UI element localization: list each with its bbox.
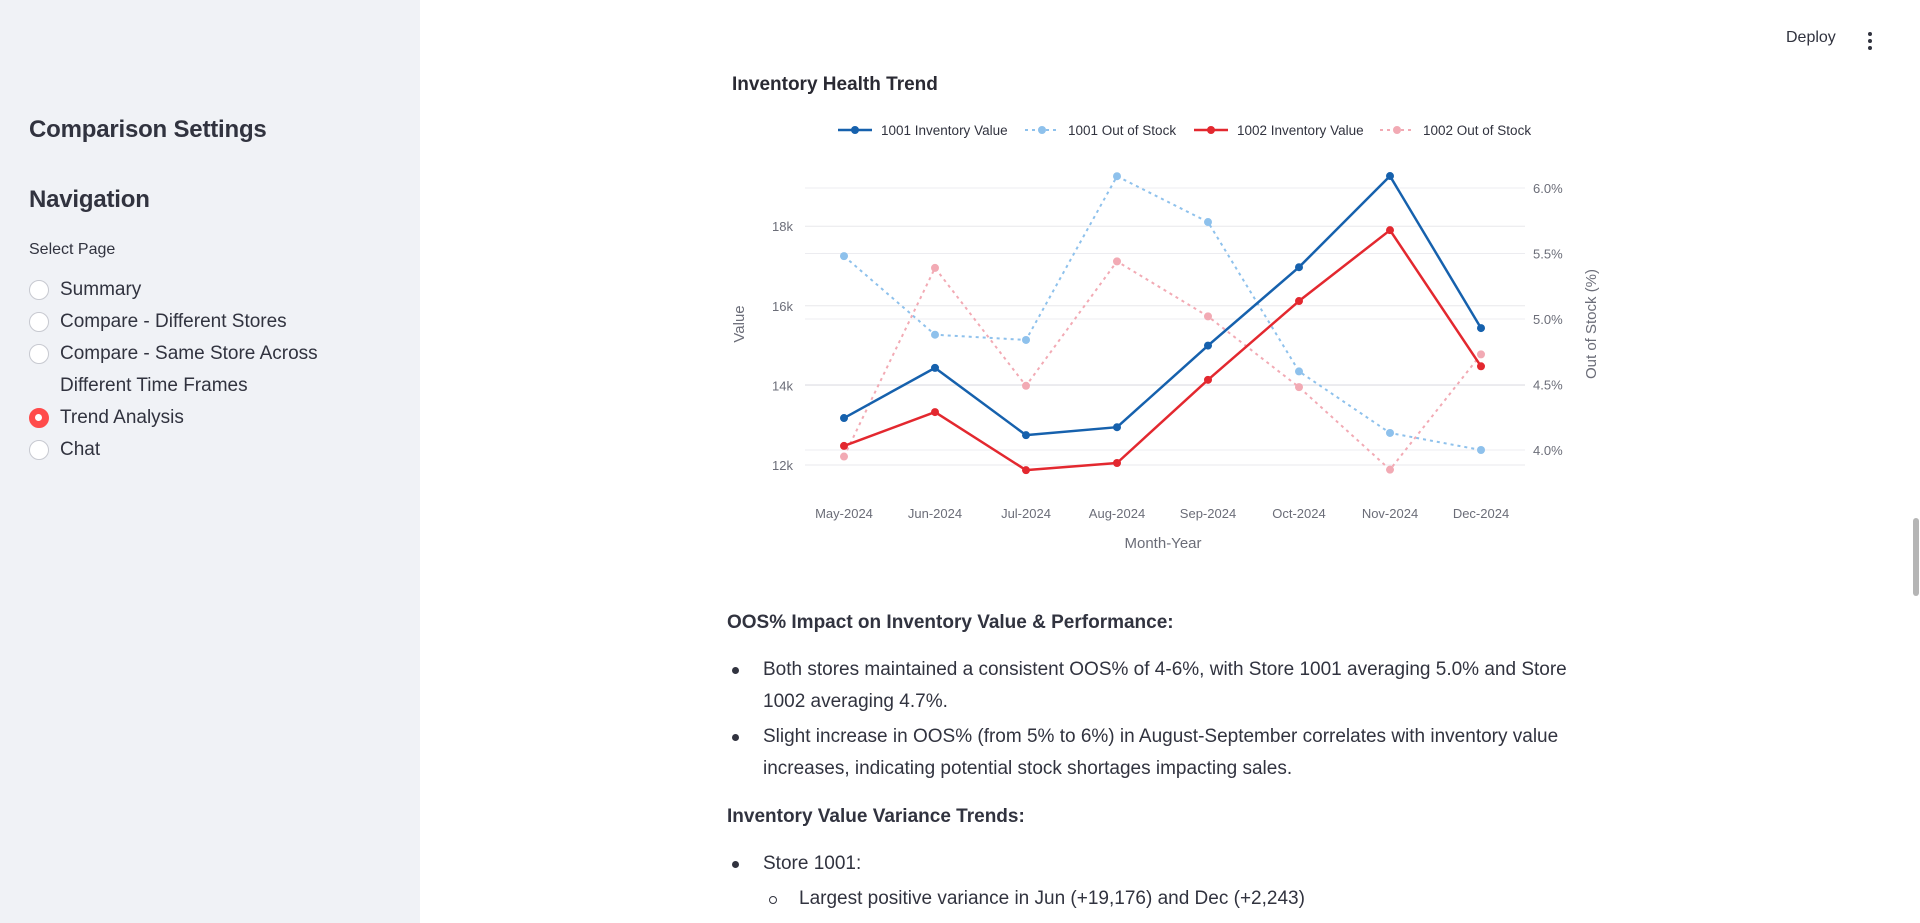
svg-text:Nov-2024: Nov-2024 — [1361, 506, 1419, 521]
oos-impact-list — [727, 654, 1607, 785]
svg-text:Sep-2024: Sep-2024 — [1179, 506, 1237, 521]
radio-button-icon[interactable] — [29, 312, 49, 332]
radio-button-selected-icon[interactable] — [29, 408, 49, 428]
svg-text:Dec-2024: Dec-2024 — [1452, 506, 1510, 521]
radio-option-summary[interactable] — [29, 274, 320, 306]
svg-text:18k: 18k — [772, 219, 793, 235]
svg-text:5.5%: 5.5% — [1533, 246, 1563, 262]
radio-button-icon[interactable] — [29, 344, 49, 364]
svg-text:4.0%: 4.0% — [1533, 443, 1563, 458]
svg-text:1001 Out of Stock: 1001 Out of Stock — [1068, 123, 1177, 138]
svg-text:Aug-2024: Aug-2024 — [1088, 506, 1146, 521]
svg-text:Jun-2024: Jun-2024 — [907, 506, 963, 521]
radio-button-icon[interactable] — [29, 440, 49, 460]
radio-option-label: Compare - Different Stores — [60, 311, 287, 332]
svg-text:1002 Inventory Value: 1002 Inventory Value — [1237, 123, 1364, 138]
select-page-label: Select Page — [29, 241, 116, 258]
svg-text:14k: 14k — [772, 378, 793, 394]
svg-text:Out of Stock (%): Out of Stock (%) — [1583, 268, 1600, 380]
radio-option-trend-analysis[interactable] — [29, 402, 320, 434]
radio-option-compare-same-store[interactable] — [29, 338, 320, 402]
radio-button-icon[interactable] — [29, 280, 49, 300]
svg-text:1002 Out of Stock: 1002 Out of Stock — [1423, 123, 1532, 138]
chart-title: Inventory Health Trend — [732, 74, 938, 95]
more-vertical-icon[interactable] — [1864, 30, 1876, 52]
radio-option-compare-different-stores[interactable] — [29, 306, 320, 338]
list-item: Both stores maintained a consistent OOS% of 4-6%, with Store 1001 averaging 5.0% and Store 1002 averaging 4.7%. — [727, 654, 1607, 718]
list-item: Store 1001: — [727, 848, 1607, 880]
variance-trends-list — [727, 848, 1607, 915]
inventory-health-chart[interactable] — [700, 100, 1640, 560]
svg-text:16k: 16k — [772, 298, 793, 314]
svg-text:12k: 12k — [772, 458, 793, 473]
section-heading-variance-trends: Inventory Value Variance Trends: — [727, 806, 1025, 827]
page-scrollbar[interactable] — [1913, 518, 1919, 596]
svg-text:Oct-2024: Oct-2024 — [1272, 506, 1326, 521]
analysis-content — [727, 612, 1607, 918]
svg-text:4.5%: 4.5% — [1533, 377, 1563, 393]
svg-text:5.0%: 5.0% — [1533, 312, 1563, 327]
radio-option-label: Summary — [60, 279, 142, 300]
svg-text:Value: Value — [731, 305, 748, 343]
radio-option-label: Compare - Same Store Across Different Time Frames — [60, 343, 318, 396]
radio-option-label: Trend Analysis — [60, 407, 184, 428]
navigation-heading: Navigation — [29, 186, 150, 213]
sidebar — [0, 0, 420, 923]
sidebar-title: Comparison Settings — [29, 116, 267, 143]
deploy-button[interactable]: Deploy — [1786, 29, 1836, 46]
page-radio-group — [29, 274, 320, 466]
section-heading-oos-impact: OOS% Impact on Inventory Value & Performance: — [727, 612, 1174, 633]
svg-text:Month-Year: Month-Year — [1124, 535, 1202, 552]
svg-text:1001 Inventory Value: 1001 Inventory Value — [881, 123, 1008, 138]
list-item: Slight increase in OOS% (from 5% to 6%) in August-September correlates with inventory value increases, indicating potential stock shortages impacting sales. — [727, 721, 1607, 785]
sub-list-item: Largest positive variance in Jun (+19,176) and Dec (+2,243) — [727, 883, 1607, 915]
svg-text:Jul-2024: Jul-2024 — [1001, 506, 1051, 521]
radio-option-label: Chat — [60, 439, 101, 460]
radio-option-chat[interactable] — [29, 434, 320, 466]
svg-text:May-2024: May-2024 — [815, 506, 873, 521]
svg-text:6.0%: 6.0% — [1533, 181, 1563, 196]
